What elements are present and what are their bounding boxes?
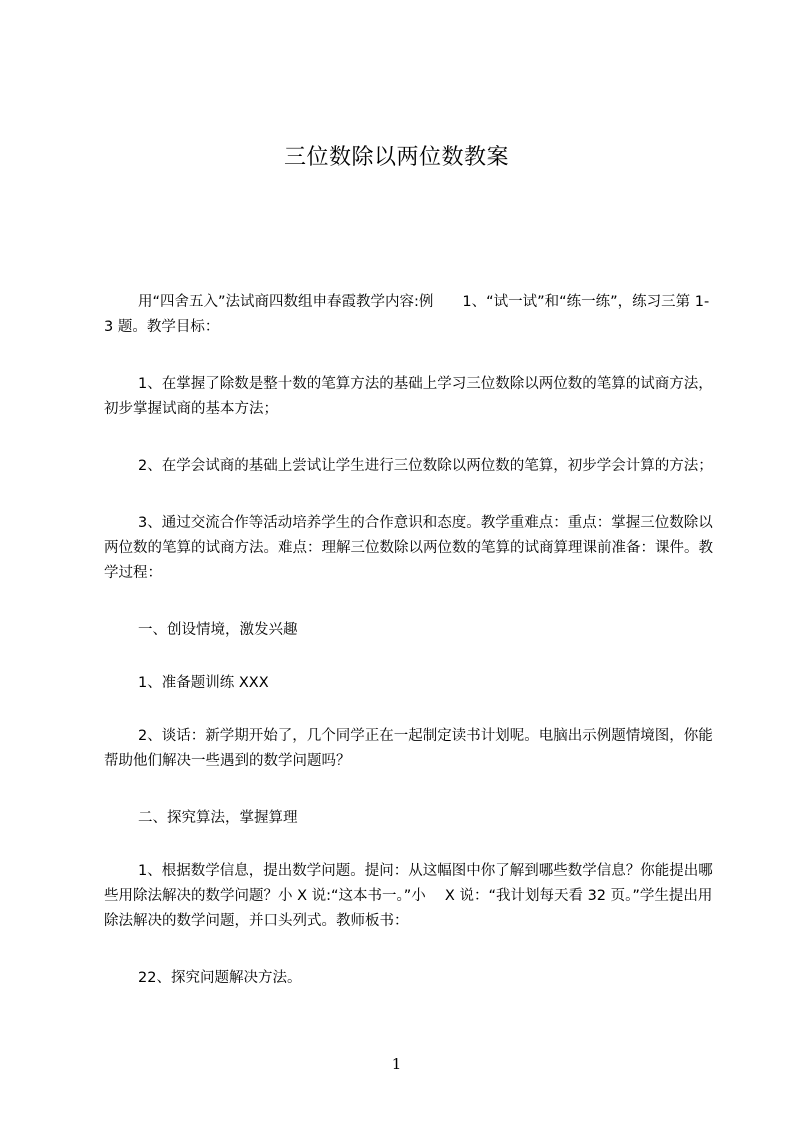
document-body — [104, 290, 716, 1023]
paragraph-intro: 用“四舍五入”法试商四数组申春霞教学内容:例 1、“试一试”和“练一练”，练习三第 1-3 题。教学目标： — [104, 294, 710, 335]
section-heading-1: 一、创设情境，激发兴趣 — [138, 622, 298, 638]
paragraph-step-4: 22、探究问题解决方法。 — [138, 970, 302, 986]
paragraph-goal-2: 2、在学会试商的基础上尝试让学生进行三位数除以两位数的笔算，初步学会计算的方法； — [138, 458, 713, 474]
document-title: 三位数除以两位数教案 — [283, 145, 509, 170]
section-heading-2: 二、探究算法，掌握算理 — [138, 810, 298, 826]
paragraph-step-3: 1、根据数学信息，提出数学问题。提问：从这幅图中你了解到哪些数学信息？你能提出哪些用除法解决的数学问题？小 X 说:“这本书一。”小 X 说：“我计划每天看 32 页。”学生提出用除法解决的数学问题，并口头列式。教师板书： — [104, 863, 713, 929]
paragraph-step-2: 2、谈话：新学期开始了，几个同学正在一起制定读书计划呢。电脑出示例题情境图，你能帮助他们解决一些遇到的数学问题吗？ — [104, 728, 713, 769]
page-number: 1 — [391, 1055, 402, 1073]
paragraph-goal-1: 1、在掌握了除数是整十数的笔算方法的基础上学习三位数除以两位数的笔算的试商方法，初步掌握试商的基本方法； — [104, 376, 713, 417]
paragraph-goal-3: 3、通过交流合作等活动培养学生的合作意识和态度。教学重难点：重点：掌握三位数除以两位数的笔算的试商方法。难点：理解三位数除以两位数的笔算的试商算理课前准备：课件。教学过程： — [104, 515, 713, 581]
paragraph-step-1: 1、准备题训练 XXX — [138, 675, 269, 691]
